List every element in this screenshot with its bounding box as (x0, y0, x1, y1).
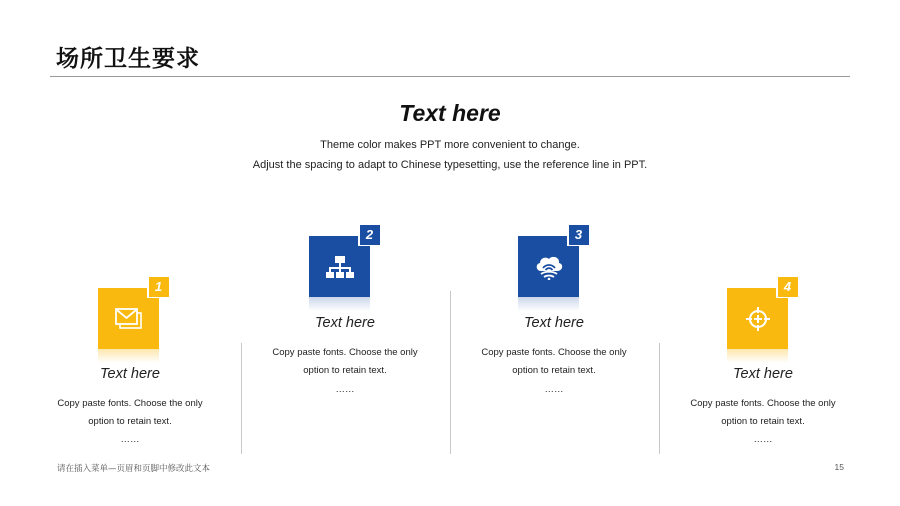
card-3-text-line-1: Copy paste fonts. Choose the only (481, 347, 627, 358)
card-4-reflection (727, 349, 788, 363)
main-heading: Text here (399, 100, 501, 126)
page-title: 场所卫生要求 (56, 46, 200, 72)
separator-1 (241, 343, 242, 454)
cloud-wifi-icon (534, 254, 564, 280)
card-3-ellipsis: …… (544, 384, 564, 395)
card-4-badge (776, 275, 799, 298)
network-icon (326, 255, 354, 279)
card-3-number: 3 (569, 225, 589, 245)
separator-3 (659, 343, 660, 454)
footer-note: 请在插入菜单—页眉和页脚中修改此文本 (57, 464, 211, 474)
card-1-title: Text here (100, 366, 160, 382)
separator-2 (450, 291, 451, 454)
card-4-ellipsis: …… (753, 434, 773, 445)
subline-2: Adjust the spacing to adapt to Chinese typesetting, use the reference line in PPT. (252, 159, 648, 171)
card-2-title: Text here (315, 315, 375, 331)
title-divider (50, 76, 850, 77)
mail-icon (115, 307, 143, 331)
card-2-ellipsis: …… (335, 384, 355, 395)
card-4-text-line-1: Copy paste fonts. Choose the only (690, 398, 836, 409)
page-number: 15 (834, 462, 844, 472)
subline-1: Theme color makes PPT more convenient to change. (320, 139, 580, 151)
card-1-ellipsis: …… (120, 434, 140, 445)
card-2-number: 2 (360, 225, 380, 245)
target-icon (745, 306, 771, 332)
card-3-title: Text here (524, 315, 584, 331)
card-3-badge (567, 223, 590, 246)
card-4-number: 4 (778, 277, 798, 297)
card-1-number: 1 (149, 277, 169, 297)
card-2-reflection (309, 297, 370, 311)
card-4-title: Text here (733, 366, 793, 382)
card-1-reflection (98, 349, 159, 363)
card-1-text-line-1: Copy paste fonts. Choose the only (57, 398, 203, 409)
card-3-text-line-2: option to retain text. (512, 365, 596, 376)
card-2-badge (358, 223, 381, 246)
card-3-reflection (518, 297, 579, 311)
card-2-text-line-2: option to retain text. (303, 365, 387, 376)
card-4-text-line-2: option to retain text. (721, 416, 805, 427)
card-2-text-line-1: Copy paste fonts. Choose the only (272, 347, 418, 358)
card-1-text-line-2: option to retain text. (88, 416, 172, 427)
card-1-badge (147, 275, 170, 298)
